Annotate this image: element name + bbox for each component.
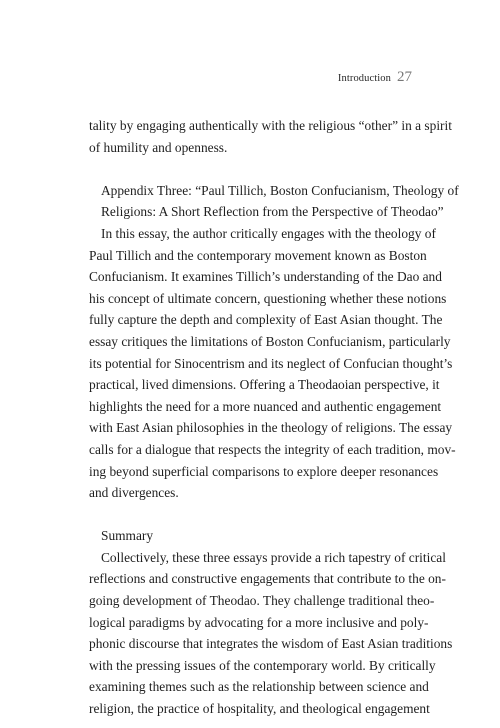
paragraph-line: logical paradigms by advocating for a more inclusive and poly- [89,614,429,630]
paragraph-line: tality by engaging authentically with the religious “other” in a spirit [89,118,452,133]
paragraph-line: going development of Theodao. They challenge traditional theo- [89,593,435,609]
paragraph-line: essay critiques the limitations of Boston Confucianism, particularly [89,333,451,349]
paragraph-line: highlights the need for a more nuanced and authentic engagement [89,398,442,414]
paragraph-line: his concept of ultimate concern, questioning whether these notions [89,290,447,306]
appendix-three-heading: Appendix Three: “Paul Tillich, Boston Confucianism, Theology of [101,182,459,198]
paragraph-line: fully capture the depth and complexity of East Asian thought. The [89,312,443,328]
running-header [338,69,412,85]
paragraph-line: its potential for Sinocentrism and its neglect of Confucian thought’s [89,355,453,371]
paragraph-line: of humility and openness. [89,139,228,155]
appendix-three-heading: Religions: A Short Reflection from the Perspective of Theodao” [101,204,444,220]
paragraph-line: phonic discourse that integrates the wisdom of East Asian traditions [89,636,453,652]
paragraph-line: with the pressing issues of the contemporary world. By critically [89,657,436,673]
running-title: Introduction [337,73,391,84]
paragraph-line: religion, the practice of hospitality, and theological engagement [89,701,430,717]
paragraph-gap [89,504,412,526]
paragraph-line: ing beyond superficial comparisons to explore deeper resonances [89,463,439,479]
paragraph-line: Collectively, these three essays provide a rich tapestry of critical [101,549,446,565]
paragraph-line: Confucianism. It examines Tillich’s understanding of the Dao and [89,269,442,285]
paragraph-line: calls for a dialogue that respects the integrity of each tradition, mov- [89,441,456,457]
paragraph-line: practical, lived dimensions. Offering a Theodaoian perspective, it [89,377,440,393]
paragraph-line: examining themes such as the relationship between science and [89,679,429,695]
paragraph-line: Paul Tillich and the contemporary movement known as Boston [89,247,427,263]
paragraph-line: with East Asian philosophies in the theology of religions. The essay [89,420,453,436]
body-text [89,115,459,720]
summary-heading: Summary [101,528,154,544]
paragraph-line: reflections and constructive engagements that contribute to the on- [89,571,446,587]
paragraph-gap [89,158,412,180]
page-number: 27 [397,69,412,85]
paragraph-line: and divergences. [89,485,179,501]
paragraph-line: In this essay, the author critically engages with the theology of [101,225,436,241]
